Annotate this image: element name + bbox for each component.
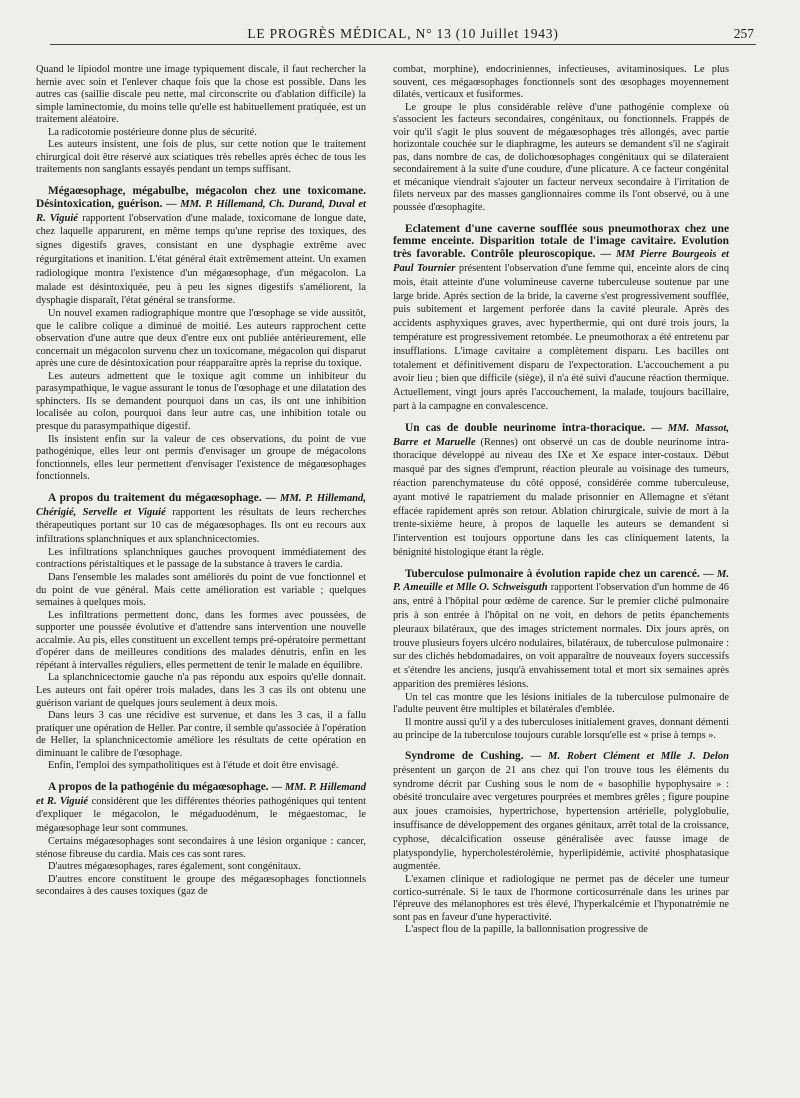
article-authors: — MM. P. Hillemand, Chérigié, Servelle et Viguié [36,492,366,518]
article-title: Eclatement d'une caverne soufflée sous pneumothorax chez une femme enceinte. Disparition totale de l'image cavitaire. Evolution très favorable. Contrôle pleuroscopique. [393,222,729,261]
article-lead: rapportent l'observation d'un homme de 46 ans, entré à l'hôpital pour œdème de carence. Sur le premier cliché pulmonaire pris à son entrée à l'hôpital on ne voit, en dehors de petits épanchements pleuraux bilatéraux, que des images strictement normales. Dix jours après, on trouve plusieurs foyers ulcéro nodulaires, bilatéraux, de tuberculose pulmonaire : sur des clichés hebdomadaires, on voit apparaître de nouveaux foyers successifs et s'étendre les anciens, jusqu'à envahissement total et mort six semaines après apparition des premières lésions. [393,582,729,691]
paragraph: D'autres mégaœsophages, rares également, sont congénitaux. [48,861,301,873]
article-heading [36,492,366,547]
article-authors: — MM. Massot, Barre et Maruelle [393,422,729,448]
article-title: Un cas de double neurinome intra-thoracique. [405,421,646,434]
article-heading [393,223,729,414]
article-title: A propos du traitement du mégaœsophage. [48,491,262,504]
left-column [36,64,366,899]
right-column [393,64,729,937]
page-number: 257 [733,26,754,41]
paragraph: Dans leurs 3 cas une récidive est survenue, et dans les 3 cas, il a fallu pratiquer une opération de Heller. Par contre, il semble qu'associée à l'opération de Heller, la splanchnicectomie améliore les résultats de cette opération en diminuant le calibre de l'œsophage. [36,710,366,759]
running-header [50,18,756,45]
article-heading [36,781,366,836]
article-title: A propos de la pathogénie du mégaœsophage. [48,780,269,793]
paragraph: Enfin, l'emploi des sympatholitiques est à l'étude et doit être envisagé. [48,760,339,772]
article-title: Mégaœsophage, mégabulbe, mégacolon chez une toxicomane. Désintoxication, guérison. [36,184,366,210]
paragraph: Il montre aussi qu'il y a des tuberculoses initialement graves, donnant démenti au principe de la tuberculose toujours curable lorsqu'elle est « prise à temps ». [393,716,729,741]
article-title: Syndrome de Cushing. [405,750,524,763]
paragraph: Certains mégaœsophages sont secondaires à une lésion organique : cancer, sténose fibreuse du cardia. Mais ces cas sont rares. [36,835,366,860]
paragraph: L'aspect flou de la papille, la ballonnisation progressive de [405,924,648,936]
paragraph: D'autres encore constituent le groupe des mégaœsophages fonctionnels secondaires à des causes toxiques (gaz de [36,873,366,898]
article-authors: — M. Robert Clément et Mlle J. Delon [530,751,730,763]
paragraph: Un tel cas montre que les lésions initiales de la tuberculose pulmonaire de l'adulte peuvent être multiples et bilatérales d'emblée. [393,691,729,716]
paragraph: combat, morphine), endocriniennes, infectieuses, avitaminosiques. Le plus souvent, ces mégaœsophages fonctionnels sont des œsophages moyennement dilatés, verticaux et fusiformes. [393,64,729,101]
paragraph: Dans l'ensemble les malades sont améliorés du point de vue fonctionnel et du point de vue général. Mais cette amélioration est variable ; quelques semaines à quelques mois. [36,572,366,609]
article-lead: présentent un garçon de 21 ans chez qui l'on trouve tous les éléments du syndrome décrit par Cushing sous le nom de « basophilie hypophysaire » : obésité tronculaire avec vergetures pourprées et membres grêles ; figure poupine aux joues cramoisies, hypertrichose, hypertension artérielle, polyglobulie, insuffisance de développement des organes génitaux, arrêt total de la croissance, cyphose, décalcification osseuse généralisée avec fausse image de platyspondylie, hypercholestérolémie, hyperlipidémie, activité phosphatasique augmentée. [393,764,729,873]
paragraph: Les infiltrations permettent donc, dans les formes avec poussées, de supporter une poussée évolutive et d'attendre sans intervention une nouvelle accalmie. Au pis, elles constituent un excellent temps pré-opératoire permettant d'opérer dans de meilleures conditions des malades dénutris, enfin en les répétant à intervalles réguliers, elles permettent de tenir le malade en équilibre. [36,609,366,671]
article-authors: — MM. P. Hillemand et R. Viguié [36,781,367,807]
paragraph: La radicotomie postérieure donne plus de sécurité. [48,126,257,138]
article-authors: — M. P. Ameuille et Mlle O. Schweisguth [393,568,729,594]
paragraph: Les auteurs insistent, une fois de plus, sur cette notion que le traitement chirurgical doit être réservé aux sciatiques très rebelles après échec de tous les traitements non sanglants essayés pendant un temps suffisant. [36,139,366,176]
paragraph: Le groupe le plus considérable relève d'une pathogénie complexe où s'associent les facteurs secondaires, congénitaux, ou fonctionnels. Frappés de voir qu'il s'agit le plus souvent de mégaœsophages très allongés, avec partie horizontale couchée sur le diaphragme, les auteurs se demandent s'il ne s'agirait pas, dans nombre de cas, de dolichoœsophages congénitaux qui se dilateraient secondairement à la suite d'une coudure, d'une plicature. A ce facteur congénital et mécanique viendrait s'ajouter un facteur nerveux secondaire à l'irritation de filets nerveux par des masses ganglionnaires comme ils l'ont observé, ou à une poussée d'œsophagite. [393,101,729,214]
article-authors: — MM. P. Hillemand, Ch. Durand, Duval et R. Viguié [36,198,366,224]
article-lead: rapportent l'observation d'une malade, toxicomane de longue date, chez laquelle apparurent, en même temps qu'une reprise des toxiques, des signes digestifs graves, consistant en une dysphagie extrême avec régurgitations et inanition. L'état général était extrêmement atteint. Un examen radiologique montra l'existence d'un mégaœsophage, d'un mégacolon. La malade est désintoxiquée, peu à peu les signes digestifs s'améliorent, la dysphagie disparaît, l'état général se transforme. [36,212,366,307]
paragraph: L'examen clinique et radiologique ne permet pas de déceler une tumeur cortico-surrénale. Si le taux de l'hormone corticosurrénale dans les urines par l'épreuve des mélanophores est très élevé, l'hyperkalcémie et l'hyponatrémie ne sont pas en faveur d'une hyperactivité. [393,874,729,923]
article-title: Tuberculose pulmonaire à évolution rapide chez un carencé. [405,567,700,580]
article-lead: (Rennes) ont observé un cas de double neurinome intra-thoracique développé au niveau des IXe et Xe espace inter-costaux. Début masqué par des signes d'emprunt, réaction pleurale au voisinage des tumeurs, réaction parenchymateuse du côté opposé, considérée comme tuberculeuse, ayant motivé le rapatriement du malade prisonnier en Allemagne et s'étant effacée rapidement après son retour. Ablation chirurgicale, suivie de mort à la trente-sixième heure, à propos de laquelle les auteurs se demandent si l'intervention est toujours opportune dans les cas cliniquement latents, la bénignité histologique étant la règle. [393,436,730,558]
paragraph: La splanchnicectomie gauche n'a pas répondu aux espoirs qu'elle donnait. Les auteurs ont fait opérer trois malades, dans les 3 cas ils ont obtenu une guérison variant de quelques jours seulement à deux mois. [36,672,366,709]
paragraph: Un nouvel examen radiographique montre que l'œsophage se vide aussitôt, que le calibre colique a diminué de moitié. Les auteurs rapprochent cette observation d'une autre que deux d'entre eux ont publiée antérieurement, elle concernait un mégacolon survenu chez un toxicomane, mégacolon qui disparut après une cure de désintoxication pour réapparaître après la reprise du toxique. [36,308,366,370]
article-heading [393,750,729,874]
paragraph: Les auteurs admettent que le toxique agit comme un inhibiteur du parasympathique, le vague assurant le tonus de l'œsophage et une dilatation des sphincters. Ils se demandent pourquoi dans un cas, ils ont une inhibition localisée au colon, pourquoi dans leur autre cas, une inhibition totale ou presque du parasympathique digestif. [36,370,366,433]
journal-title: LE PROGRÈS MÉDICAL, N° 13 (10 Juillet 1943) [247,26,559,41]
article-heading [393,568,729,692]
article-heading [393,422,729,560]
article-lead: considèrent que les différentes théories pathogéniques qui tentent d'expliquer le mégacolon, le mégaduodénum, le mégaestomac, le mégaœsophage leur sont communes. [36,795,366,835]
article-lead: rapportent les résultats de leurs recherches thérapeutiques portant sur 10 cas de mégaœsophages. Ils ont eu recours aux infiltrations splanchniques et aux splanchnicectomies. [36,506,367,546]
paragraph: Quand le lipiodol montre une image typiquement discale, il faut rechercher la hernie avec soin et l'enlever chaque fois que la chose est possible. Dans les autres cas (saillie discale peu nette, mal circonscrite ou d'ablation difficile) la simple laminectomie, du moins telle qu'elle est habituellement pratiquée, est un traitement aléatoire. [36,64,366,126]
article-heading [36,185,366,308]
article-authors: — MM Pierre Bourgeois et Paul Tournier [393,249,729,274]
paragraph: Ils insistent enfin sur la valeur de ces observations, du point de vue pathogénique, elles leur ont permis d'envisager un groupe de mégacolons fonctionnels, elles leur permettent d'envisager l'existence de mégaœsophages fonctionnels. [36,433,366,483]
paragraph: Les infiltrations splanchniques gauches provoquent immédiatement des contractions péristaltiques et le passage de la substance à travers le cardia. [36,546,366,571]
article-lead: présentent l'observation d'une femme qui, enceinte alors de cinq mois, était atteinte d'une volumineuse caverne tuberculeuse soutenue par une large bride. Après section de la bride, la caverne s'est progressivement soufflée, puis subitement et largement perforée dans la cavité pleurale. Après des accidents asphyxiques graves, avec hyperthermie, qui ont duré trois jours, la température est progressivement retombée. Le pneumothorax a été entretenu par insufflations. L'image cavitaire a complètement disparu. Les bacilles ont totalement et définitivement disparu de l'expectoration. L'accouchement a pu avoir lieu ; bien que difficile (siège), il n'a été suivi d'aucune réaction thermique. Actuellement, vingt jours après l'accouchement, la malade, toujours bacillaire, part à la campagne en convalescence. [393,262,729,412]
